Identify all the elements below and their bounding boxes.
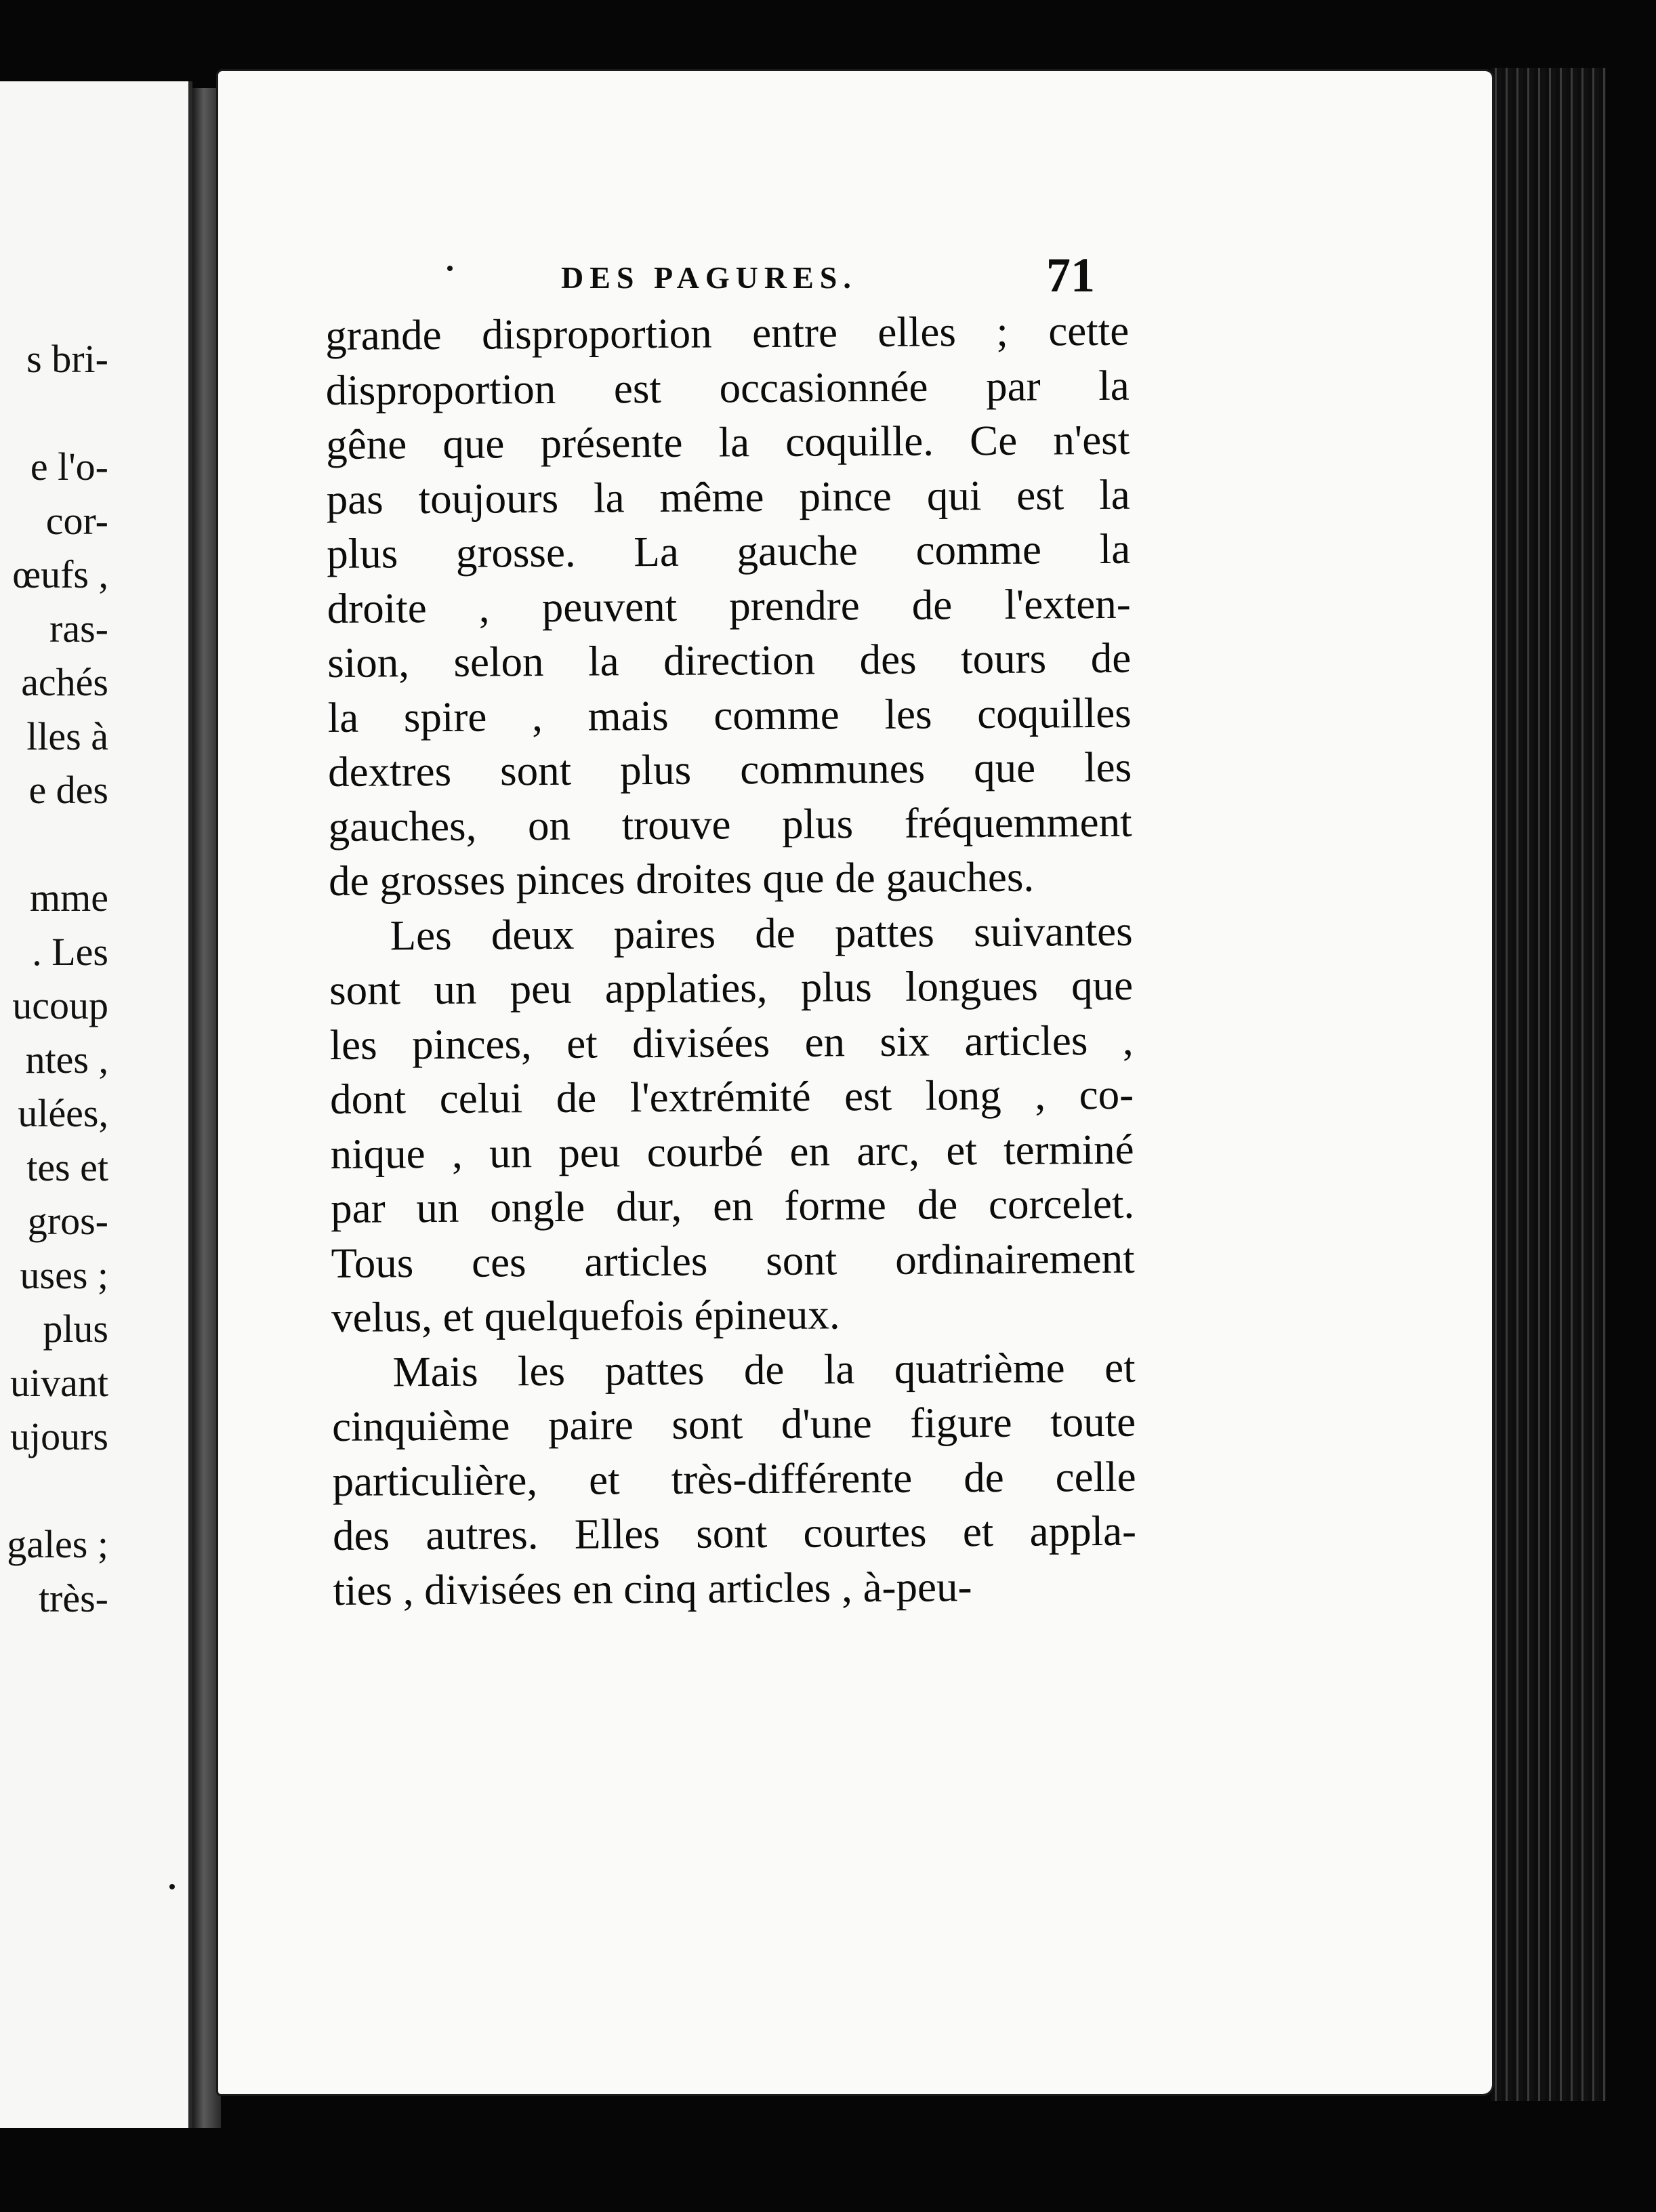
facing-page-line: ras-: [49, 606, 108, 651]
text-line: Les deux paires de pattes suivantes: [390, 907, 1133, 959]
facing-page-line: ntes ,: [25, 1037, 108, 1082]
facing-page-line: [0, 386, 108, 441]
ink-speck: [169, 1884, 175, 1889]
text-line: par un ongle dur, en forme de corcelet.: [330, 1179, 1135, 1232]
facing-page-line: achés: [21, 660, 108, 704]
facing-page-line: tes et: [26, 1145, 108, 1189]
page-edges: [1491, 68, 1606, 2101]
facing-page-line: e l'o-: [30, 445, 108, 489]
facing-page-line: plus: [43, 1307, 108, 1351]
text-line: ties , divisées en cinq articles , à-peu-: [333, 1562, 972, 1614]
ink-speck: [447, 266, 453, 271]
text-line: Mais les pattes de la quatrième et: [392, 1343, 1136, 1395]
page-number: 71: [1046, 248, 1095, 302]
text-line: plus grosse. La gauche comme la: [326, 525, 1131, 577]
facing-page-line: e des: [28, 768, 108, 812]
facing-page-line: gales ;: [7, 1522, 108, 1566]
facing-page-line: œufs ,: [12, 552, 108, 596]
gutter: [192, 88, 221, 2128]
text-line: cinquième paire sont d'une figure toute: [331, 1397, 1136, 1450]
text-line: Tous ces articles sont ordinairement: [331, 1234, 1135, 1287]
facing-page-line: ujours: [10, 1414, 108, 1458]
page-header: [343, 247, 1095, 308]
facing-page-line: très-: [38, 1576, 108, 1620]
facing-page-line: ulées,: [18, 1091, 108, 1135]
text-line: nique , un peu courbé en arc, et terminé: [330, 1125, 1134, 1178]
text-line: pas toujours la même pince qui est la: [326, 470, 1130, 523]
facing-page-line: mme: [30, 876, 108, 920]
text-line: velus, et quelquefois épineux.: [331, 1290, 840, 1341]
text-line: de grosses pinces droites que de gauches.: [328, 853, 1035, 905]
facing-page-line: uses ;: [20, 1252, 108, 1297]
facing-page-line: . Les: [32, 929, 108, 974]
text-line: la spire , mais comme les coquilles: [327, 689, 1132, 741]
facing-page-line: lles à: [26, 714, 108, 758]
text-line: des autres. Elles sont courtes et appla-: [332, 1507, 1137, 1559]
facing-page-line: [0, 817, 108, 872]
text-line: gêne que présente la coquille. Ce n'est: [326, 415, 1130, 468]
text-line: les pinces, et divisées en six articles ,: [329, 1016, 1134, 1069]
text-line: dont celui de l'extrémité est long , co-: [329, 1070, 1134, 1123]
text-line: grande disproportion entre elles ; cette: [325, 306, 1130, 359]
text-line: dextres sont plus communes que les: [327, 743, 1132, 796]
body-text: [325, 304, 1137, 1618]
facing-page-line: s bri-: [26, 337, 108, 381]
text-line: disproportion est occasionnée par la: [325, 361, 1130, 414]
facing-page-text: [0, 332, 108, 1625]
facing-page-line: gros-: [27, 1199, 108, 1243]
text-line: sont un peu applaties, plus longues que: [329, 961, 1134, 1014]
facing-page-line: ucoup: [12, 983, 108, 1027]
facing-page: [0, 81, 192, 2128]
text-line: particulière, et très-différente de celle: [332, 1452, 1136, 1505]
facing-page-line: cor-: [45, 498, 108, 543]
text-line: droite , peuvent prendre de l'exten-: [327, 579, 1131, 632]
text-line: sion, selon la direction des tours de: [327, 634, 1132, 687]
facing-page-line: uivant: [10, 1360, 108, 1405]
running-head: DES PAGURES.: [561, 260, 857, 295]
facing-page-line: [0, 1464, 108, 1518]
text-line: gauches, on trouve plus fréquemment: [328, 798, 1132, 851]
